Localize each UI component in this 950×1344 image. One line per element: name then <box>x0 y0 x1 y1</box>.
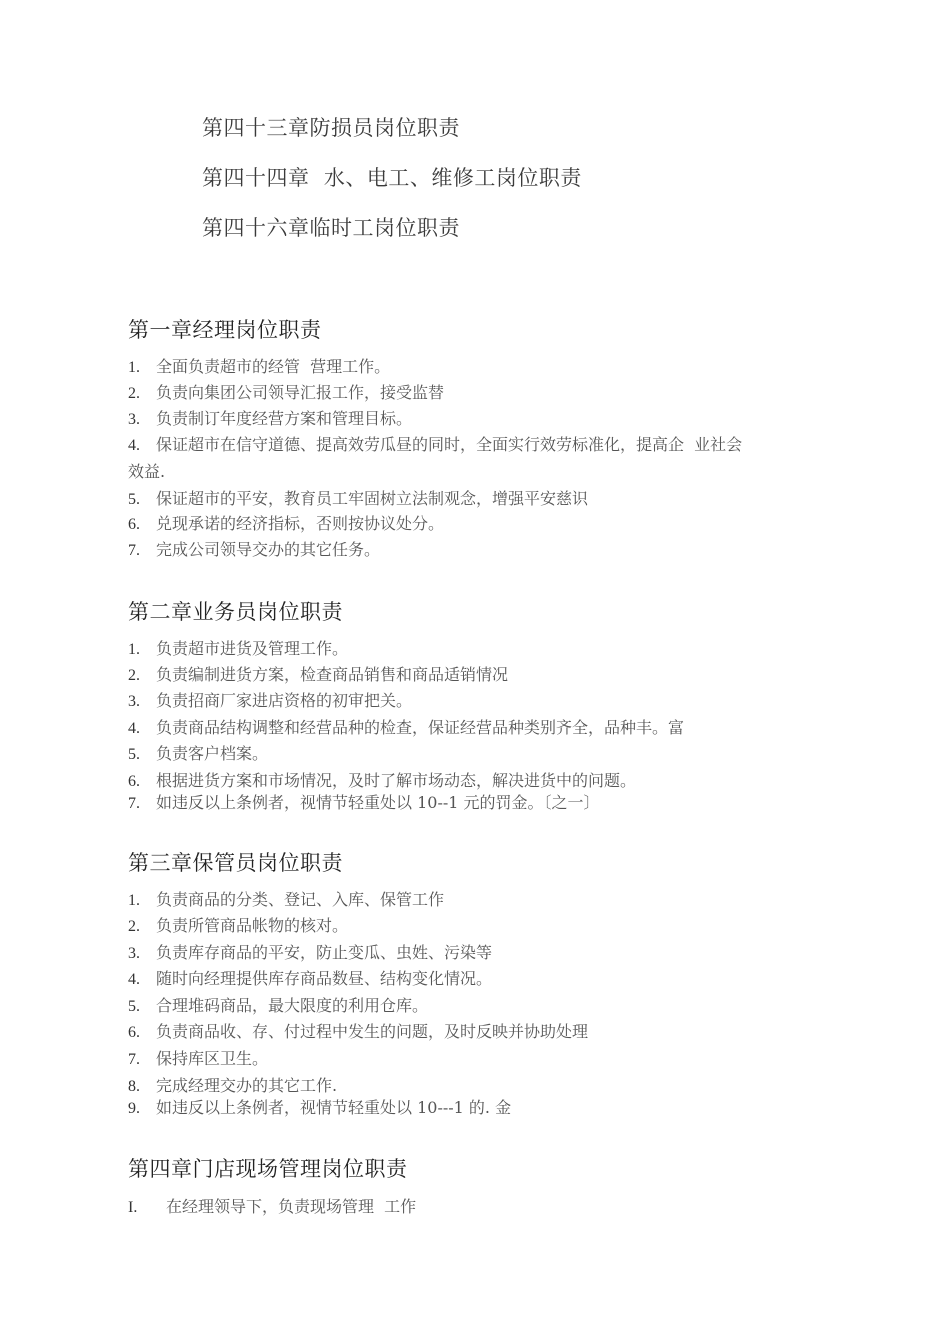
list-item <box>128 790 828 817</box>
item-text: 负责客户档案。 <box>156 744 269 763</box>
item-number: 7. <box>128 795 140 812</box>
toc-line: 第四十四章 水、电工、维修工岗位职责 <box>202 166 582 190</box>
list-item <box>128 1046 828 1073</box>
list-item <box>128 940 828 967</box>
list-item <box>128 406 828 433</box>
item-number: 2. <box>128 385 140 402</box>
item-number: 3. <box>128 411 140 428</box>
item-text: 负责向集团公司领导汇报工作，接受监替 <box>156 383 445 402</box>
item-number: 5. <box>128 491 140 508</box>
item-number: 8. <box>128 1078 140 1095</box>
list-item <box>128 537 828 564</box>
section-title: 第一章经理岗位职责 <box>128 318 322 342</box>
item-text: 全面负责超市的经管 营理工作。 <box>156 357 391 376</box>
list-item <box>128 432 828 485</box>
item-text: 负责制订年度经营方案和管理目标。 <box>156 409 413 428</box>
item-text: 负责商品的分类、登记、入库、保管工作 <box>156 890 445 909</box>
item-number: 2. <box>128 918 140 935</box>
item-text: 在经理领导下，负责现场管理 工作 <box>166 1197 417 1216</box>
item-text: 保持库区卫生。 <box>156 1049 269 1068</box>
item-number: 6. <box>128 1024 140 1041</box>
item-number: 3. <box>128 945 140 962</box>
item-number: 2. <box>128 667 140 684</box>
item-number: 1. <box>128 892 140 909</box>
item-text: 如违反以上条例者，视情节轻重处以 10---1 的. 金 <box>156 1098 512 1117</box>
section-title: 第四章门店现场管理岗位职责 <box>128 1157 408 1181</box>
item-number: 6. <box>128 773 140 790</box>
item-text: 负责库存商品的平安，防止变瓜、虫姓、污染等 <box>156 943 493 962</box>
item-text: 保证超市在信守道德、提高效劳瓜昼的同时，全面实行效劳标准化，提高企 业社会 <box>156 435 743 454</box>
list-item <box>128 354 828 381</box>
list-item <box>128 511 828 538</box>
section-title: 第二章业务员岗位职责 <box>128 600 343 624</box>
section-title: 第三章保管员岗位职责 <box>128 851 343 875</box>
item-number: I. <box>128 1199 138 1216</box>
item-number: 4. <box>128 720 140 737</box>
list-item <box>128 688 828 715</box>
item-text: 负责招商厂家进店资格的初审把关。 <box>156 691 413 710</box>
item-number: 3. <box>128 693 140 710</box>
item-number: 9. <box>128 1100 140 1117</box>
item-number: 5. <box>128 998 140 1015</box>
item-text-continuation: 效益. <box>128 462 166 481</box>
item-number: 1. <box>128 641 140 658</box>
list-item <box>128 741 828 768</box>
list-item <box>128 636 828 663</box>
list-item <box>128 1019 828 1046</box>
item-text: 负责超市进货及管理工作。 <box>156 639 349 658</box>
item-text: 合理堆码商品，最大限度的利用仓库。 <box>156 996 429 1015</box>
list-item <box>128 993 828 1020</box>
list-item <box>128 380 828 407</box>
item-text: 兑现承诺的经济指标，否则按协议处分。 <box>156 514 445 533</box>
item-text: 负责所管商品帐物的核对。 <box>156 916 349 935</box>
item-number: 6. <box>128 516 140 533</box>
list-item <box>128 913 828 940</box>
list-item <box>128 662 828 689</box>
item-text: 根据进货方案和市场情况，及时了解市场动态，解决进货中的问题。 <box>156 771 637 790</box>
item-number: 5. <box>128 746 140 763</box>
list-item <box>128 715 828 742</box>
item-number: 4. <box>128 437 140 454</box>
item-text: 负责编制进货方案，检查商品销售和商品适销情况 <box>156 665 509 684</box>
toc-line: 第四十六章临时工岗位职责 <box>202 216 460 240</box>
item-text: 完成经理交办的其它工作. <box>156 1076 338 1095</box>
list-item <box>128 966 828 993</box>
list-item <box>128 1194 828 1221</box>
toc-line: 第四十三章防损员岗位职责 <box>202 116 460 140</box>
item-text: 完成公司领导交办的其它任务。 <box>156 540 381 559</box>
item-number: 1. <box>128 359 140 376</box>
item-text: 负责商品结构调整和经营品种的检查，保证经营品种类别齐全，品种丰。富 <box>156 718 685 737</box>
item-text: 如违反以上条例者，视情节轻重处以 10--1 元的罚金。〔之一〕 <box>156 793 600 812</box>
list-item <box>128 887 828 914</box>
item-number: 7. <box>128 542 140 559</box>
item-text: 随时向经理提供库存商品数昼、结构变化情况。 <box>156 969 493 988</box>
list-item <box>128 1095 828 1122</box>
item-text: 保证超市的平安，教育员工牢固树立法制观念，增强平安慈识 <box>156 489 589 508</box>
item-number: 7. <box>128 1051 140 1068</box>
list-item <box>128 486 828 513</box>
item-text: 负责商品收、存、付过程中发生的问题，及时反映并协助处理 <box>156 1022 589 1041</box>
item-number: 4. <box>128 971 140 988</box>
